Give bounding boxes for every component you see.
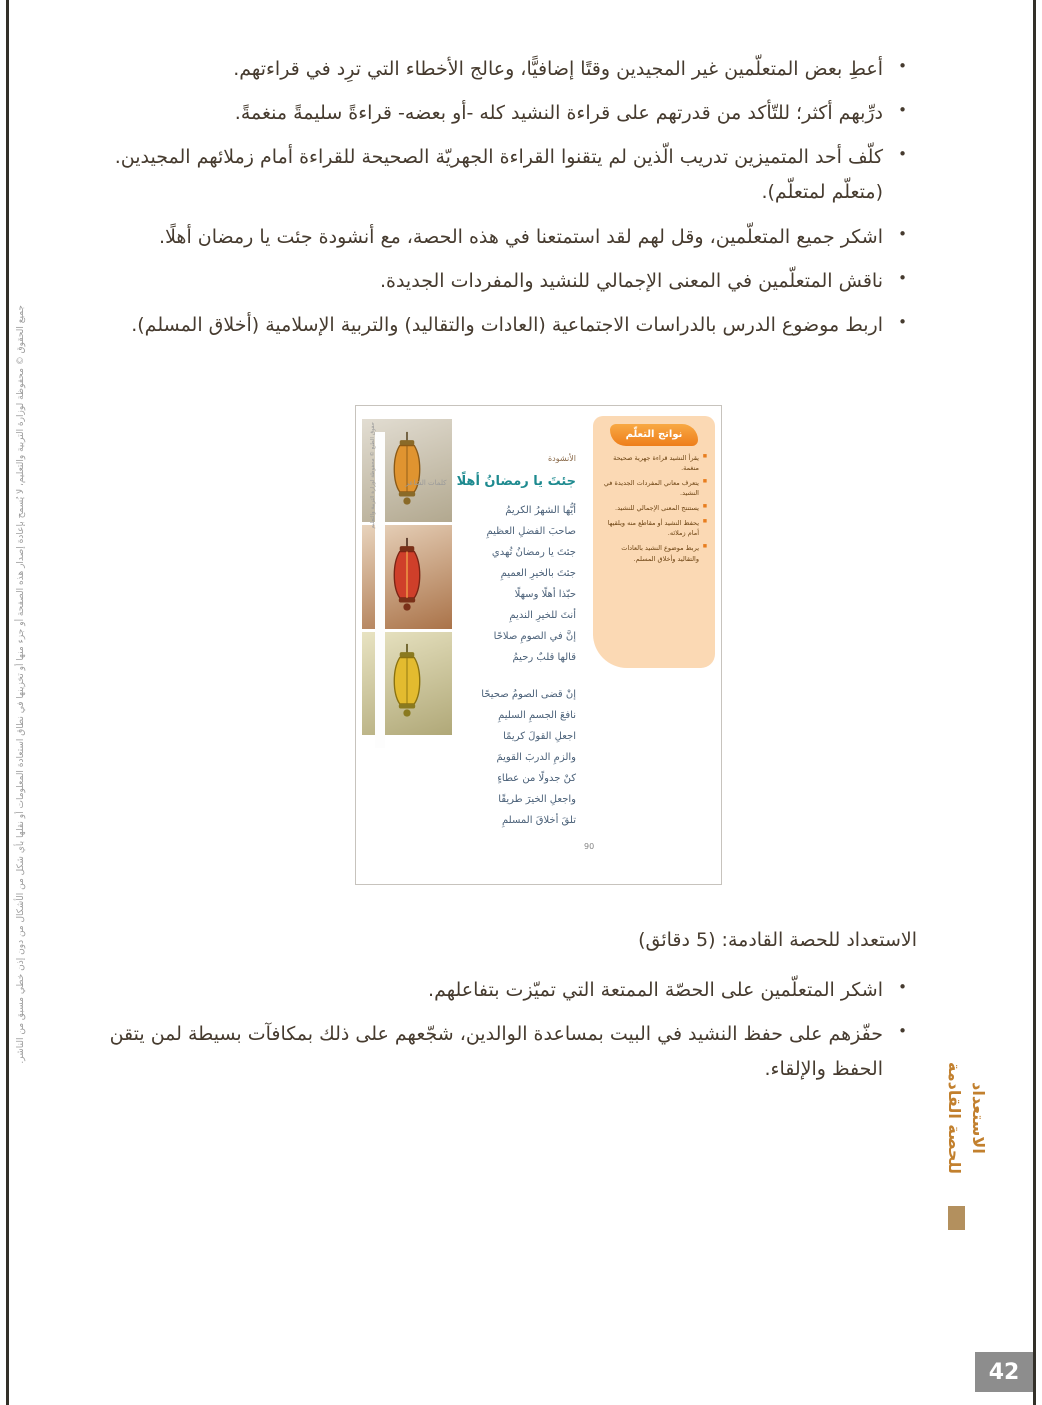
outcome-item: ■ يحفظ النشيد أو مقاطع منه ويلقيها أمام زملائه. [599, 518, 707, 538]
learning-outcomes-list [593, 451, 715, 564]
outcome-item: ■ يتعرف معاني المفردات الجديدة في النشيد. [599, 478, 707, 498]
poem-stanza-2 [461, 684, 576, 831]
book-spine-copyright-text: حقوق الطبع © محفوظة لوزارة التربية والتعليم [370, 422, 376, 529]
outcome-item: ■ يربط موضوع النشيد بالعادات والتقاليد وأخلاق المسلم. [599, 543, 707, 563]
poem-line: جئتَ يا رمضانُ تُهدي [491, 547, 576, 558]
page-border-right [1033, 0, 1036, 1405]
poem-line: كنْ جدولًا من عطاءٍ [497, 773, 576, 784]
guidance-bullet-list [90, 52, 917, 343]
guidance-bullet [90, 52, 917, 87]
page-number-text: 42 [988, 1359, 1020, 1385]
outcome-item: ■ يقرأ النشيد قراءة جهرية صحيحة منغمة. [599, 453, 707, 473]
next-session-bullet [90, 973, 917, 1008]
poem-author: كلمات الشاعر [405, 479, 447, 487]
margin-tab-next-session [938, 1038, 990, 1198]
poem-line: تلقَ أخلاقَ المسلمِ [502, 815, 576, 826]
student-book-page-image [355, 405, 722, 885]
next-session-bullet-text: حفّزهم على حفظ النشيد في البيت بمساعدة الوالدين، شجّعهم على ذلك بمكافآت بسيطة لمن يتقن الحفظ والإلقاء. [109, 1023, 883, 1081]
learning-outcomes-panel [593, 416, 715, 668]
guidance-bullet-text: اشكر جميع المتعلّمين، وقل لهم لقد استمتعنا في هذه الحصة، مع أنشودة جئت يا رمضان أهلًا. [159, 225, 883, 248]
guidance-bullet-text: اربط موضوع الدرس بالدراسات الاجتماعية (العادات والتقاليد) والتربية الإسلامية (أخلاق المسلم). [131, 313, 883, 336]
next-session-bullet-list [90, 973, 917, 1087]
lantern-icon [387, 643, 427, 723]
poem-line: صاحبَ الفضلِ العظيمِ [486, 526, 576, 537]
margin-tab-line-2: للحصة القادمة [945, 1062, 964, 1174]
poem-line: اجعلِ القولَ كريمًا [503, 731, 576, 742]
next-session-heading: الاستعداد للحصة القادمة: (5 دقائق) [638, 929, 917, 951]
book-inner-page-number: 90 [584, 842, 595, 851]
copyright-vertical-text: جميع الحقوق © محفوظة لوزارة التربية والتعليم، لا يُسمح بإعادة إصدار هذه الصفحة أو جزء منها أو تخزينها في نطاق استعادة المعلومات أو نقلها بأي شكل من الأشكال من دون إذن خطي مسبق من الناشر. [16, 305, 26, 1064]
guidance-bullet-text: كلّف أحد المتميزين تدريب الّذين لم يتقنوا القراءة الجهريّة الصحيحة للقراءة أمام زملائهم المجيدين. (متعلّم لمتعلّم). [114, 146, 883, 204]
poem-line: نافعَ الجسمِ السليمِ [498, 710, 576, 721]
lesson-guidance-section [90, 52, 917, 352]
page-number-badge [975, 1352, 1033, 1392]
guidance-bullet-text: درِّبهم أكثر؛ للتّأكد من قدرتهم على قراءة النشيد كله -أو بعضه- قراءةً سليمةً منغمةً. [234, 102, 883, 125]
poem-line: حبّذا أهلًا وسهلًا [514, 589, 576, 600]
next-session-section [90, 923, 917, 1097]
next-session-bullet-text: اشكر المتعلّمين على الحصّة الممتعة التي تميّزت بتفاعلهم. [428, 979, 883, 1002]
margin-tab-line-1: الاستعداد [969, 1082, 988, 1154]
poem-line: أنتَ للخيرِ النديمِ [509, 610, 576, 621]
poem-title-row [405, 470, 576, 489]
page-border-left [6, 0, 9, 1405]
learning-outcomes-header: نواتج التعلّم [610, 424, 698, 446]
poem-line: أيُّها الشهرُ الكريمُ [505, 505, 576, 516]
guidance-bullet [90, 308, 917, 343]
guidance-bullet [90, 220, 917, 255]
poem-line: إنَّ في الصومِ صلاحًا [493, 631, 576, 642]
guidance-bullet [90, 264, 917, 299]
guidance-bullet-text: أعطِ بعض المتعلّمين غير المجيدين وقتًا إضافيًّا، وعالج الأخطاء التي ترِد في قراءتهم. [233, 58, 883, 80]
poem-line: قالها قلبٌ رحيمُ [512, 652, 576, 663]
poem-section-label: الأنشودة [547, 454, 576, 463]
poem-line: واجعلِ الخيرَ طريقًا [498, 794, 576, 805]
outcome-item: ■ يستنتج المعنى الإجمالي للنشيد. [599, 503, 707, 513]
poem-title: جئتَ يا رمضانُ أهلًا [456, 474, 576, 489]
poem-block [405, 454, 576, 831]
poem-stanza-1 [461, 500, 576, 668]
guidance-bullet [90, 140, 917, 210]
margin-tab-marker [948, 1206, 965, 1230]
next-session-bullet [90, 1017, 917, 1087]
guidance-bullet-text: ناقش المتعلّمين في المعنى الإجمالي للنشيد والمفردات الجديدة. [379, 269, 883, 292]
poem-line: جئتَ بالخيرِ العميمِ [500, 568, 576, 579]
lantern-icon [387, 537, 427, 617]
poem-line: إنْ قضى الصومُ صحيحًا [481, 689, 576, 700]
poem-line: والزمِ الدربَ القويمَ [496, 752, 576, 763]
guidance-bullet [90, 96, 917, 131]
